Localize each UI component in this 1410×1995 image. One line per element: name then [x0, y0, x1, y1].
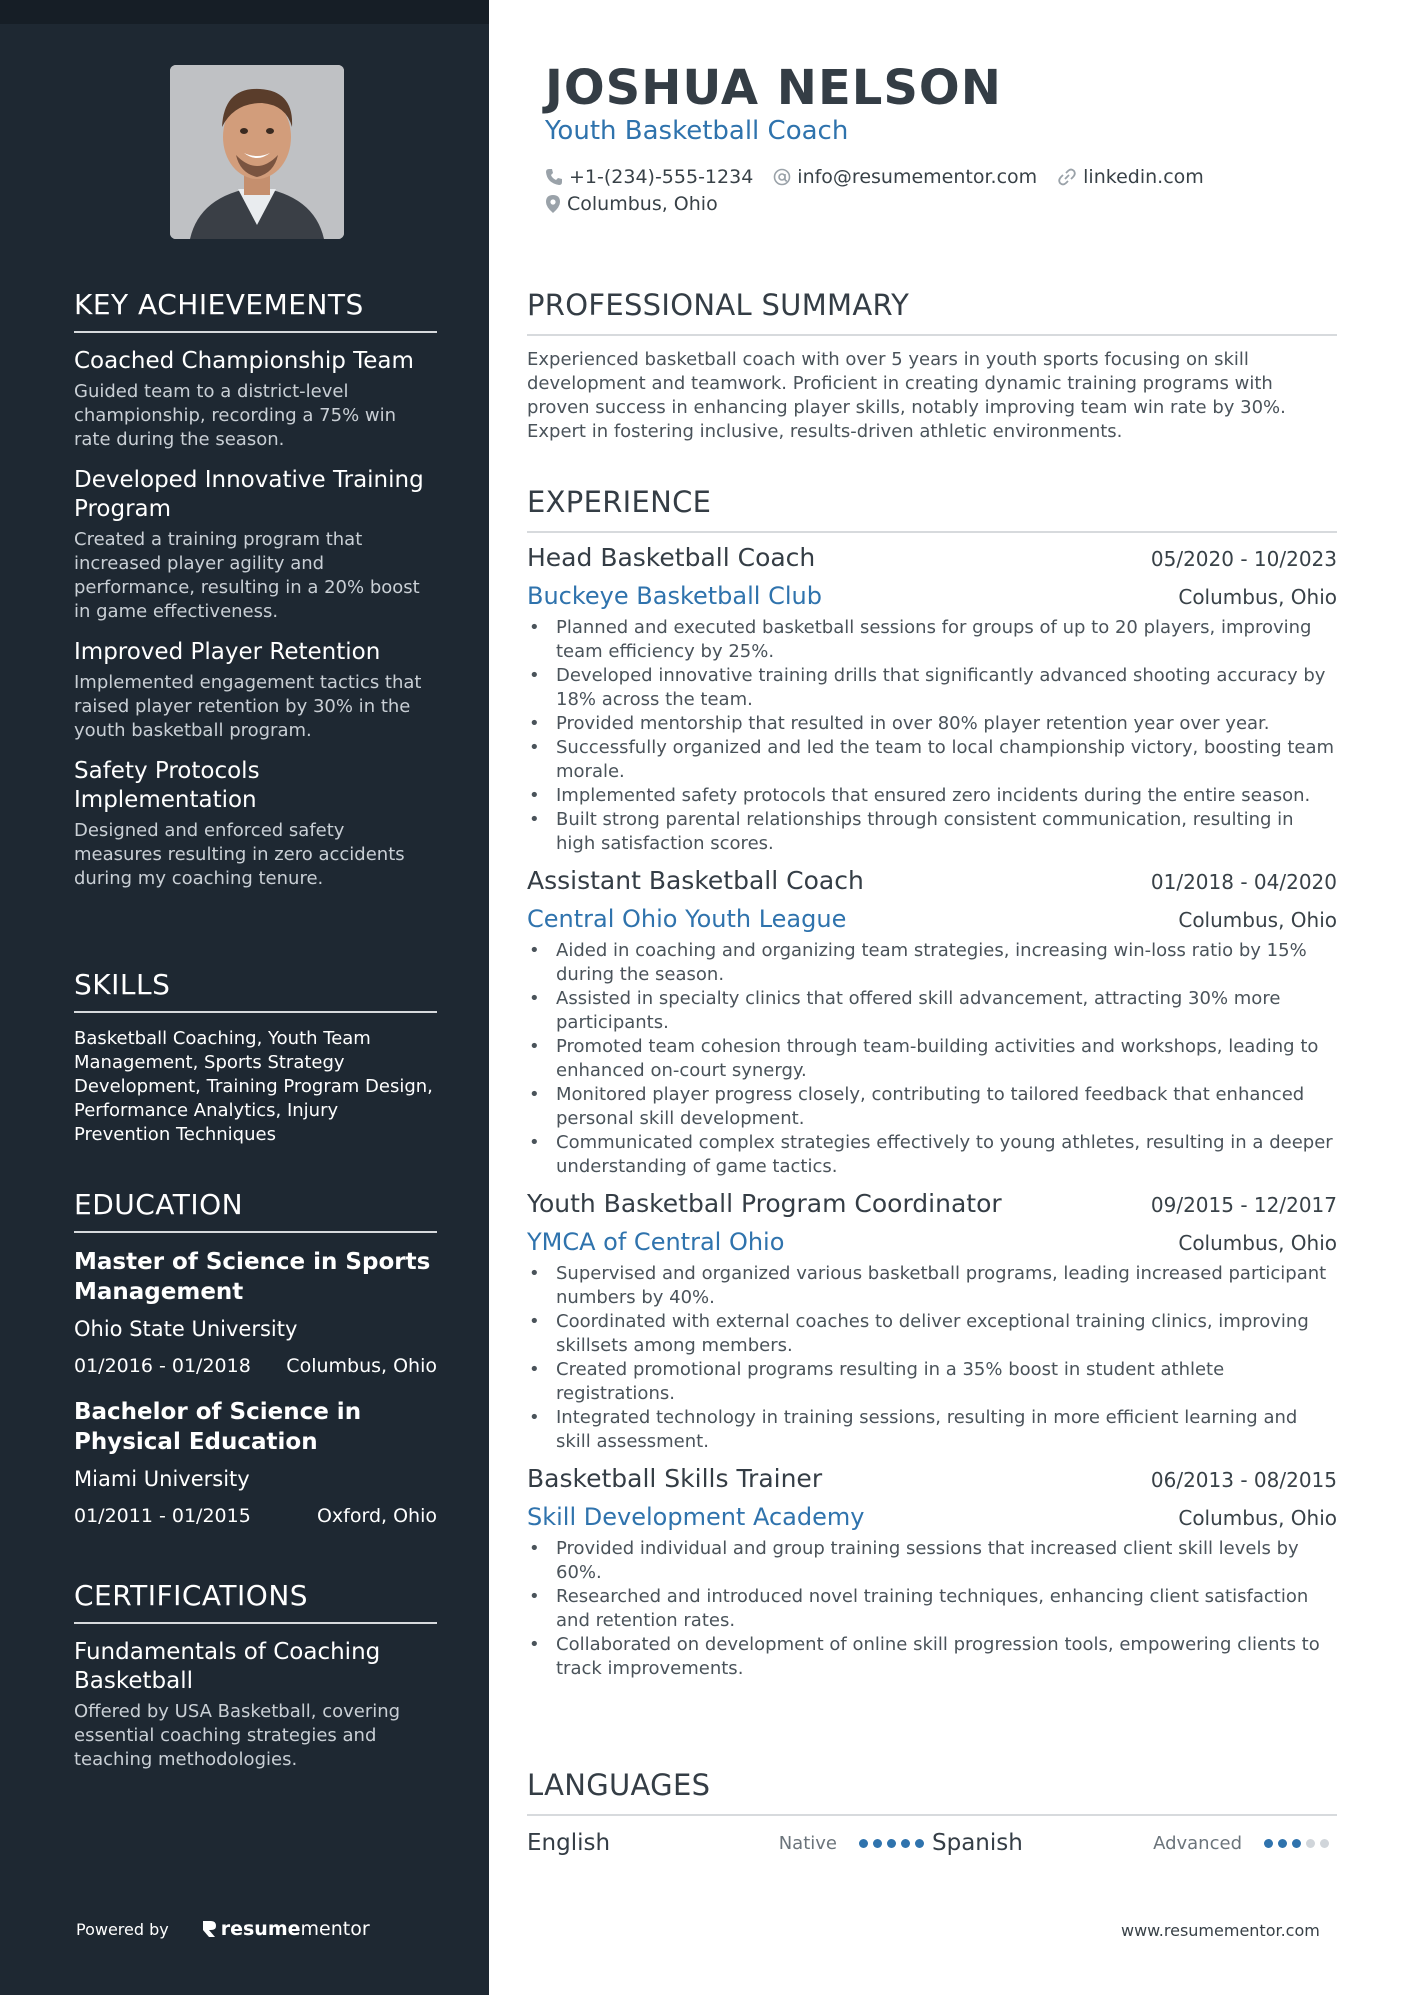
map-pin-icon: [545, 194, 561, 214]
brand-mark-icon: [201, 1919, 217, 1939]
job-location: Columbus, Ohio: [1178, 908, 1337, 932]
job-location: Columbus, Ohio: [1178, 1506, 1337, 1530]
candidate-name: JOSHUA NELSON: [545, 60, 1002, 116]
education-degree: Master of Science in Sports Management: [74, 1249, 431, 1305]
job-bullet: • Assisted in specialty clinics that offered skill advancement, attracting 30% more participants.: [527, 987, 1337, 1035]
experience-section: [527, 485, 1337, 1681]
education-degree: Bachelor of Science in Physical Education: [74, 1399, 362, 1455]
phone-icon: [545, 168, 563, 186]
job-bullet: • Collaborated on development of online skill progression tools, empowering clients to track improvements.: [527, 1633, 1337, 1681]
certification-item: [74, 1638, 437, 1772]
job-bullet: • Built strong parental relationships through consistent communication, resulting in high satisfaction scores.: [527, 808, 1337, 856]
job-bullet: • Aided in coaching and organizing team strategies, increasing win-loss ratio by 15% during the season.: [527, 939, 1337, 987]
link-icon: [1057, 168, 1077, 186]
achievement-title: Safety Protocols Implementation: [74, 758, 260, 813]
job-bullet: • Provided individual and group training sessions that increased client skill levels by 60%.: [527, 1537, 1337, 1585]
education-meta: [74, 1355, 437, 1377]
certification-desc: Offered by USA Basketball, covering essential coaching strategies and teaching methodologies.: [74, 1701, 401, 1770]
profile-photo: [170, 65, 344, 239]
phone-text: +1-(234)-555-1234: [569, 165, 754, 188]
job-bullet: • Provided mentorship that resulted in over 80% player retention year over year.: [527, 712, 1337, 736]
language-name: English: [527, 1830, 611, 1856]
job-company: Skill Development Academy: [527, 1503, 865, 1531]
job-company: Central Ohio Youth League: [527, 905, 847, 933]
language-item: [527, 1830, 932, 1856]
powered-by: [76, 1918, 370, 1940]
education-item: [74, 1397, 437, 1527]
footer-website[interactable]: www.resumementor.com: [1121, 1921, 1320, 1940]
achievement-item: [74, 757, 437, 891]
key-achievements-section: [74, 288, 437, 905]
education-school: Miami University: [74, 1467, 250, 1491]
key-achievements-heading: KEY ACHIEVEMENTS: [74, 288, 437, 333]
skills-section: [74, 968, 437, 1147]
at-icon: [773, 168, 791, 186]
sidebar-top-band: [0, 0, 489, 24]
job-entry: [527, 1189, 1337, 1454]
powered-by-label: Powered by: [76, 1919, 169, 1939]
job-role: Head Basketball Coach: [527, 543, 816, 572]
achievement-title: Improved Player Retention: [74, 639, 381, 665]
location-text: Columbus, Ohio: [567, 192, 718, 215]
job-bullet: • Supervised and organized various basketball programs, leading increased participant numbers by 40%.: [527, 1262, 1337, 1310]
contact-location: [545, 193, 718, 215]
job-entry: [527, 1464, 1337, 1681]
linkedin-text: linkedin.com: [1083, 165, 1204, 188]
education-meta: [74, 1505, 437, 1527]
job-dates: 06/2013 - 08/2015: [1150, 1468, 1337, 1492]
job-company: Buckeye Basketball Club: [527, 582, 822, 610]
rating-dot-filled: [1278, 1839, 1287, 1848]
job-bullet: • Monitored player progress closely, contributing to tailored feedback that enhanced personal skill development.: [527, 1083, 1337, 1131]
job-role: Youth Basketball Program Coordinator: [527, 1189, 1002, 1218]
job-role: Basketball Skills Trainer: [527, 1464, 823, 1493]
contact-info: [545, 163, 1224, 217]
education-location: Oxford, Ohio: [316, 1505, 437, 1527]
rating-dot-empty: [1306, 1839, 1315, 1848]
job-dates: 05/2020 - 10/2023: [1150, 547, 1337, 571]
language-name: Spanish: [932, 1830, 1023, 1856]
education-heading: EDUCATION: [74, 1188, 437, 1233]
achievement-title: Coached Championship Team: [74, 348, 414, 374]
rating-dot-filled: [901, 1839, 910, 1848]
rating-dot-filled: [1264, 1839, 1273, 1848]
summary-section: [527, 288, 1337, 444]
job-bullet: • Integrated technology in training sessions, resulting in more efficient learning and skill assessment.: [527, 1406, 1337, 1454]
experience-heading: EXPERIENCE: [527, 485, 1337, 533]
job-bullet: • Coordinated with external coaches to deliver exceptional training clinics, improving skillsets among members.: [527, 1310, 1337, 1358]
education-dates: 01/2016 - 01/2018: [74, 1355, 251, 1377]
job-entry: [527, 866, 1337, 1179]
rating-dot-filled: [873, 1839, 882, 1848]
contact-phone[interactable]: [545, 166, 753, 188]
job-company: YMCA of Central Ohio: [527, 1228, 785, 1256]
job-dates: 01/2018 - 04/2020: [1150, 870, 1337, 894]
contact-email[interactable]: [773, 166, 1037, 188]
job-bullets: [527, 939, 1337, 1179]
education-school: Ohio State University: [74, 1317, 298, 1341]
rating-dot-filled: [887, 1839, 896, 1848]
achievement-item: [74, 347, 437, 452]
achievement-desc: Guided team to a district-level championship, recording a 75% win rate during the season.: [74, 381, 397, 450]
language-level: Native: [778, 1832, 837, 1854]
language-item: [932, 1830, 1337, 1856]
achievement-item: [74, 466, 437, 624]
achievement-desc: Created a training program that increased player agility and performance, resulting in a 20% boost in game effectiveness.: [74, 529, 420, 622]
language-rating: [859, 1839, 924, 1848]
education-location: Columbus, Ohio: [286, 1355, 437, 1377]
contact-linkedin[interactable]: [1057, 166, 1204, 188]
job-bullet: • Communicated complex strategies effectively to young athletes, resulting in a deeper understanding of game tactics.: [527, 1131, 1337, 1179]
education-dates: 01/2011 - 01/2015: [74, 1505, 251, 1527]
job-bullet: • Implemented safety protocols that ensured zero incidents during the entire season.: [527, 784, 1337, 808]
email-text: info@resumementor.com: [797, 165, 1038, 188]
certification-title: Fundamentals of Coaching Basketball: [74, 1639, 381, 1694]
job-bullets: [527, 616, 1337, 856]
job-bullet: • Planned and executed basketball sessions for groups of up to 20 players, improving team efficiency by 25%.: [527, 616, 1337, 664]
language-rating: [1264, 1839, 1329, 1848]
skills-heading: SKILLS: [74, 968, 437, 1013]
brand-name-bold: resume: [220, 1918, 301, 1940]
rating-dot-empty: [1320, 1839, 1329, 1848]
skills-list: Basketball Coaching, Youth Team Management, Sports Strategy Development, Training Program Design, Performance Analytics, Injury Prevention Techniques: [74, 1028, 433, 1145]
job-bullets: [527, 1537, 1337, 1681]
sidebar: [0, 0, 489, 1995]
achievement-desc: Designed and enforced safety measures resulting in zero accidents during my coaching tenure.: [74, 820, 405, 889]
job-entry: [527, 543, 1337, 856]
job-role: Assistant Basketball Coach: [527, 866, 864, 895]
brand-name-light: mentor: [300, 1918, 370, 1940]
job-bullet: • Successfully organized and led the team to local championship victory, boosting team morale.: [527, 736, 1337, 784]
job-dates: 09/2015 - 12/2017: [1150, 1193, 1337, 1217]
job-bullets: [527, 1262, 1337, 1454]
summary-heading: PROFESSIONAL SUMMARY: [527, 288, 1337, 336]
job-bullet: • Promoted team cohesion through team-building activities and workshops, leading to enhanced on-court synergy.: [527, 1035, 1337, 1083]
achievement-desc: Implemented engagement tactics that raised player retention by 30% in the youth basketball program.: [74, 672, 422, 741]
language-level: Advanced: [1153, 1832, 1242, 1854]
brand-logo[interactable]: [201, 1918, 370, 1940]
job-location: Columbus, Ohio: [1178, 1231, 1337, 1255]
summary-text: Experienced basketball coach with over 5 years in youth sports focusing on skill development and teamwork. Proficient in creating dynamic training programs with proven success in enhancing player skills, notably improving team win rate by 30%. Expert in fostering inclusive, results-driven athletic environments.: [527, 349, 1286, 442]
rating-dot-filled: [859, 1839, 868, 1848]
job-location: Columbus, Ohio: [1178, 585, 1337, 609]
languages-section: [527, 1768, 1337, 1856]
job-bullet: • Developed innovative training drills that significantly advanced shooting accuracy by 18% across the team.: [527, 664, 1337, 712]
education-section: [74, 1188, 437, 1547]
rating-dot-filled: [1292, 1839, 1301, 1848]
candidate-title: Youth Basketball Coach: [545, 116, 849, 146]
achievement-item: [74, 638, 437, 743]
rating-dot-filled: [915, 1839, 924, 1848]
certifications-heading: CERTIFICATIONS: [74, 1579, 437, 1624]
education-item: [74, 1247, 437, 1377]
achievement-title: Developed Innovative Training Program: [74, 467, 424, 522]
languages-heading: LANGUAGES: [527, 1768, 1337, 1816]
job-bullet: • Researched and introduced novel training techniques, enhancing client satisfaction and retention rates.: [527, 1585, 1337, 1633]
certifications-section: [74, 1579, 437, 1786]
job-bullet: • Created promotional programs resulting in a 35% boost in student athlete registrations.: [527, 1358, 1337, 1406]
